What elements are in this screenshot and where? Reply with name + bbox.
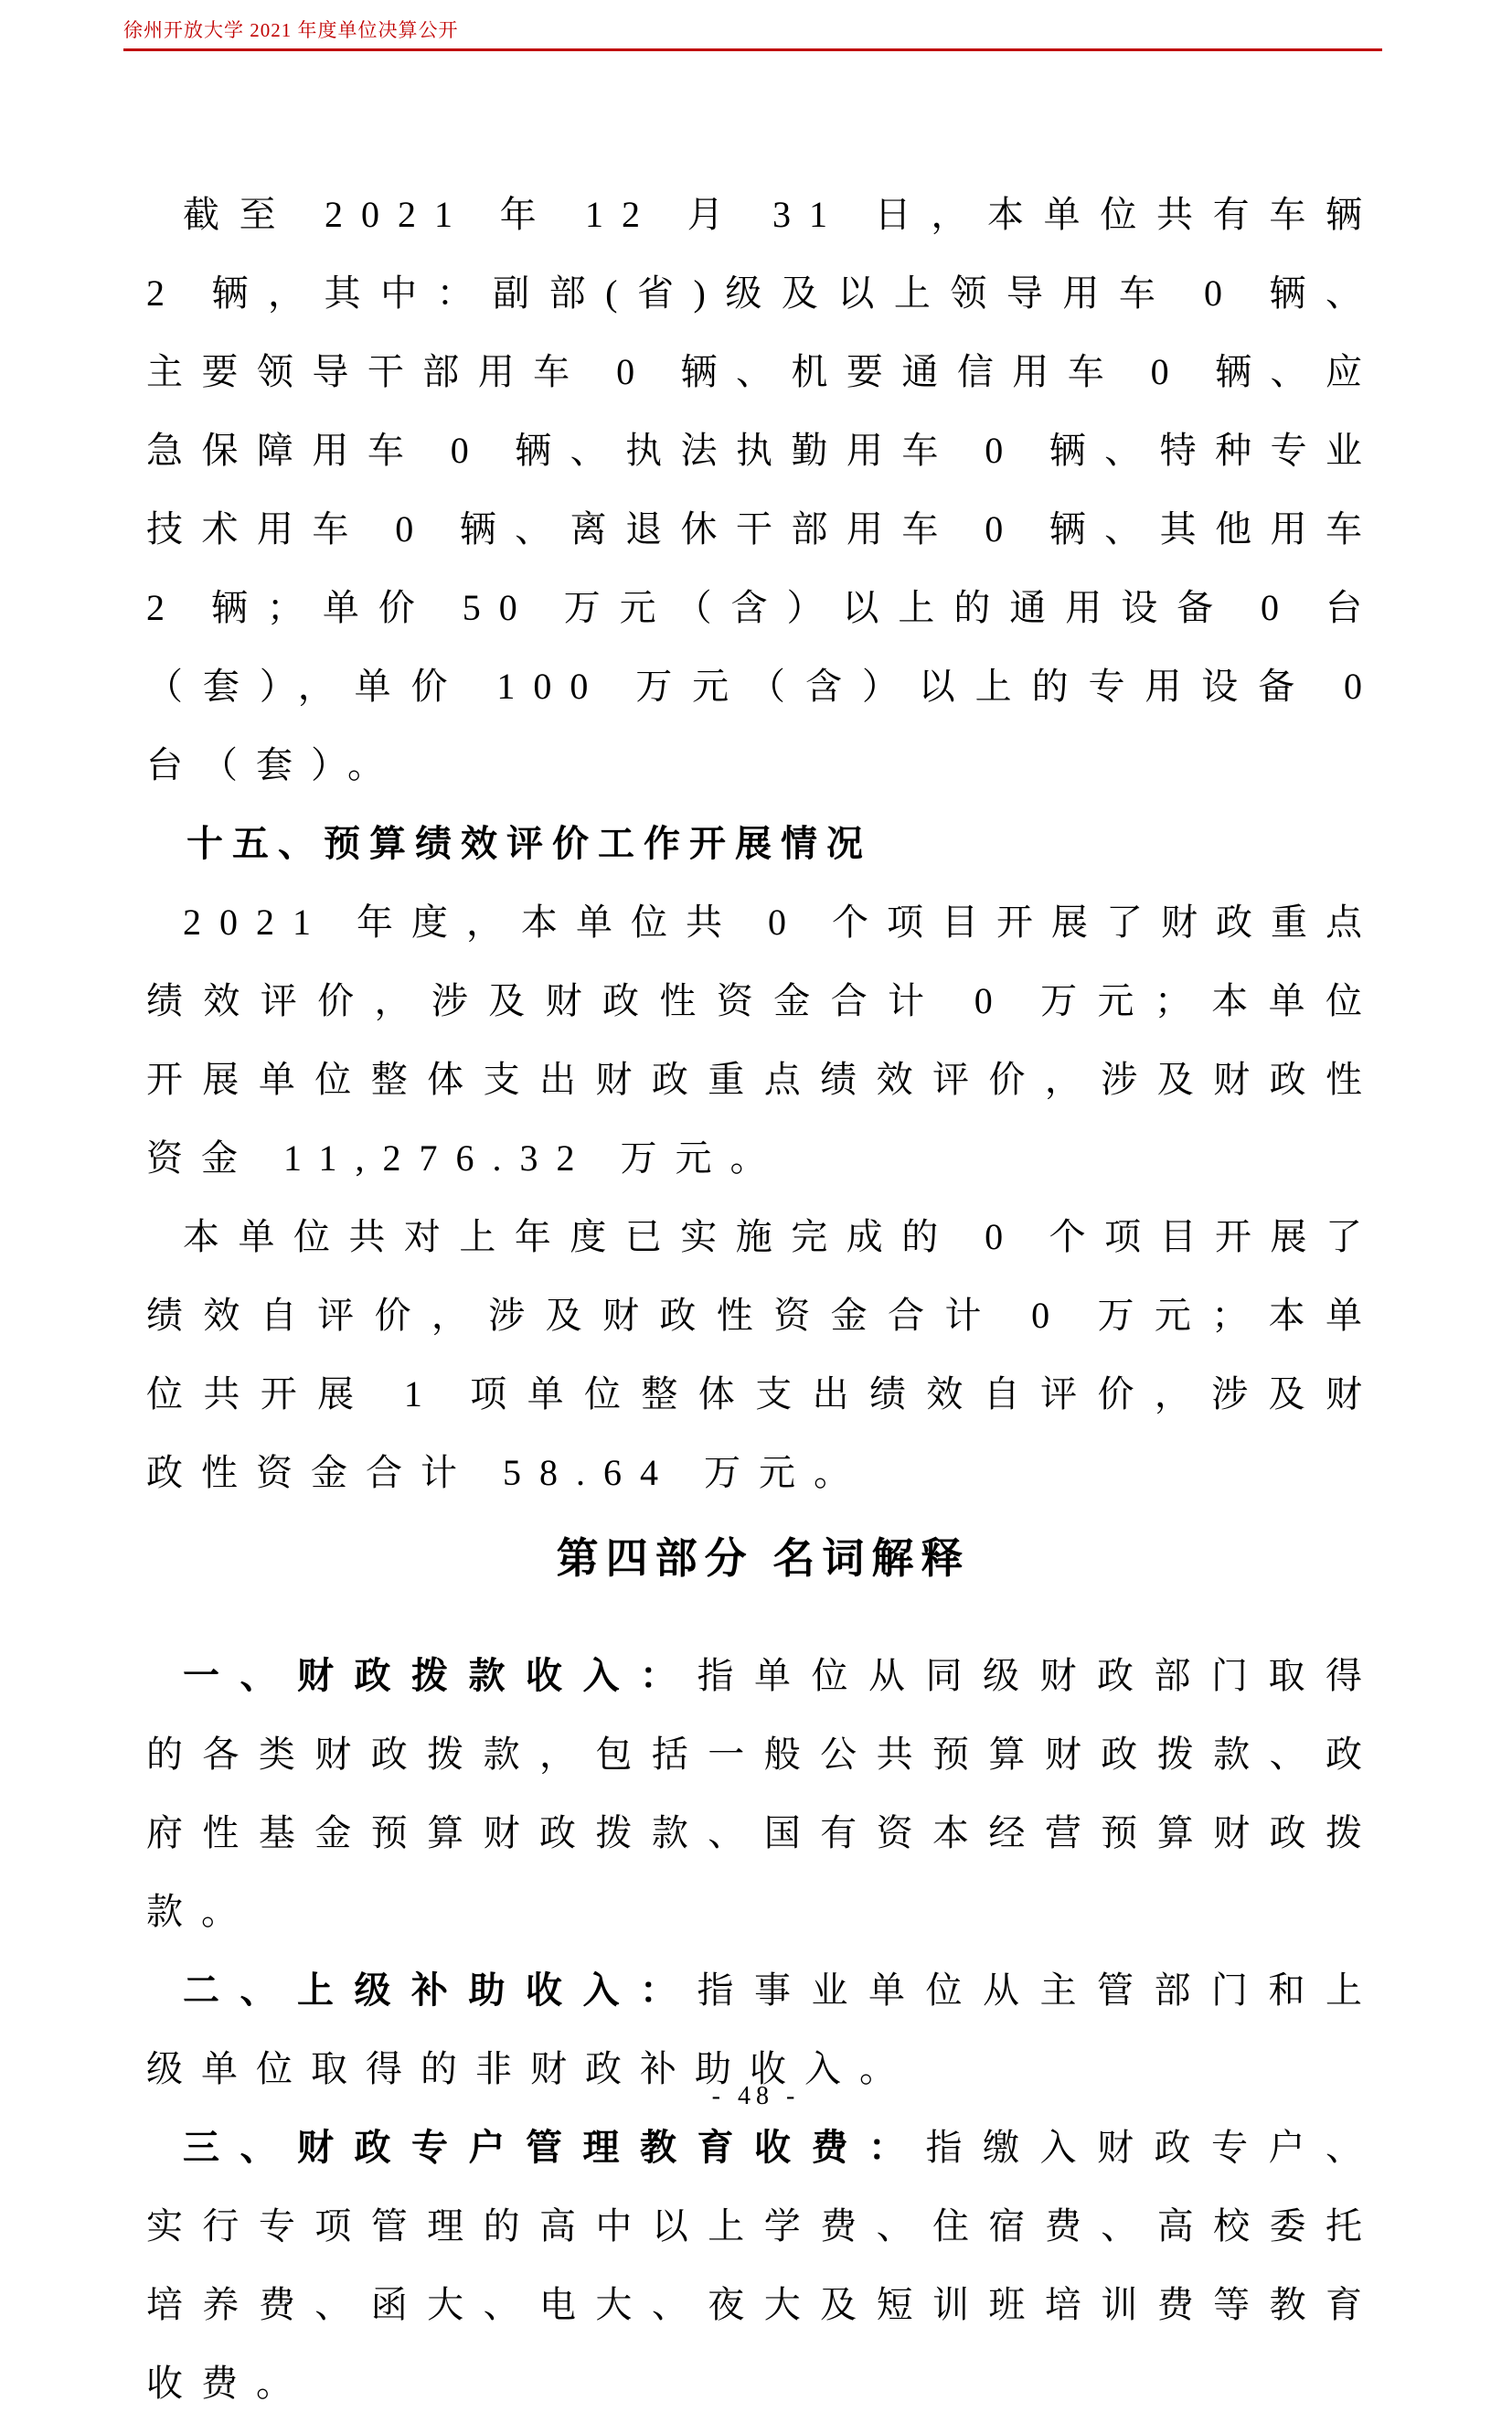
page-header: [123, 18, 1382, 51]
term-definition-3: [146, 2108, 1380, 2423]
term-1-text: 指单位从同级财政部门取得的各类财政拨款，包括一般公共预算财政拨款、政府性基金预算财政拨款、国有资本经营预算财政拨款。: [146, 1655, 1380, 1932]
paragraph-performance-evaluation-1: 2021 年度，本单位共 0 个项目开展了财政重点绩效评价，涉及财政性资金合计 0 万元；本单位开展单位整体支出财政重点绩效评价，涉及财政性资金 11,276.32 万元。: [146, 902, 1380, 1179]
term-2-text: 指事业单位从主管部门和上级单位取得的非财政补助收入。: [146, 1969, 1380, 2089]
header-rule: [123, 48, 1382, 51]
paragraph-performance-evaluation-2: 本单位共对上年度已实施完成的 0 个项目开展了绩效自评价，涉及财政性资金合计 0 万元；本单位共开展 1 项单位整体支出绩效自评价，涉及财政性资金合计 58.64 万元。: [146, 1216, 1380, 1493]
term-1-label: 一、财政拨款收入：: [183, 1656, 697, 1696]
page-number: - 48 -: [711, 2082, 801, 2110]
term-3-label: 三、财政专户管理教育收费：: [183, 2128, 926, 2168]
paragraph-vehicles: 截至 2021 年 12 月 31 日，本单位共有车辆 2 辆，其中：副部(省)级及以上领导用车 0 辆、主要领导干部用车 0 辆、机要通信用车 0 辆、应急保障用车 0 辆、执法执勤用车 0 辆、特种专业技术用车 0 辆、离退休干部用车 0 辆、其他用车 2 辆；单价 50 万元（含）以上的通用设备 0 台（套），单价 100 万元（含）以上的专用设备 0 台（套）。: [146, 194, 1380, 785]
term-definition-1: [146, 1637, 1380, 1951]
section-15-heading: 十五、预算绩效评价工作开展情况: [186, 824, 872, 864]
part-4-heading: 第四部分 名词解释: [556, 1534, 971, 1582]
term-2-label: 二、上级补助收入：: [183, 1970, 697, 2011]
header-title: 徐州开放大学 2021 年度单位决算公开: [123, 19, 459, 41]
term-3-text: 指缴入财政专户、实行专项管理的高中以上学费、住宿费、高校委托培养费、函大、电大、夜大及短训班培训费等教育收费。: [146, 2127, 1380, 2404]
page-footer: [0, 2082, 1512, 2111]
